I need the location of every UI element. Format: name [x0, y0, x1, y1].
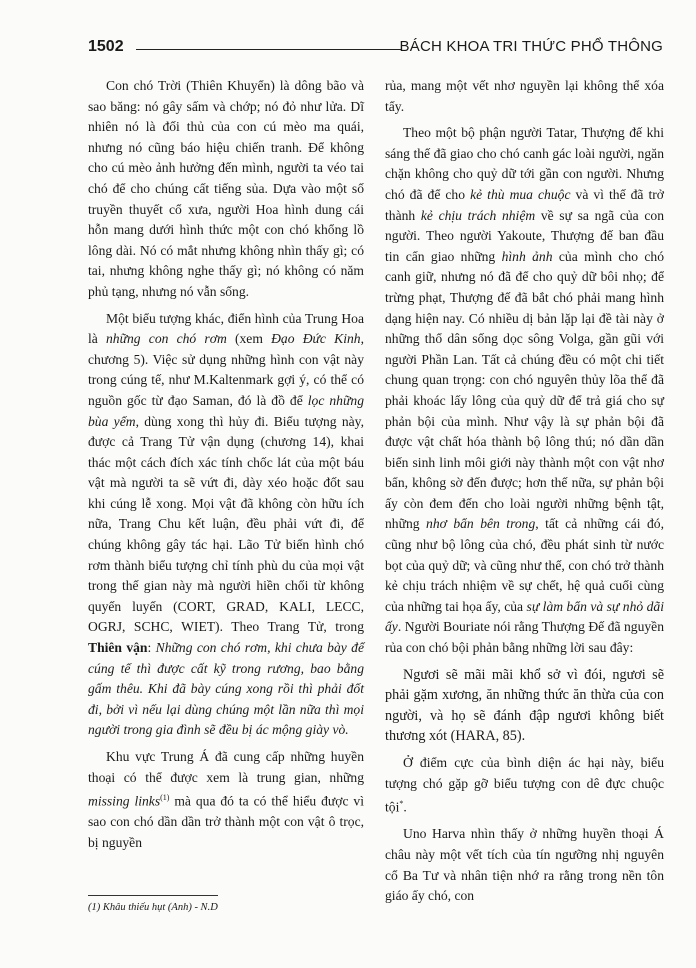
paragraph: Uno Harva nhìn thấy ở những huyền thoại Á châu này một vết tích của tín ngưỡng nhị nguyên cổ Ba Tư và nhân tiện nhớ ra rằng trong nền tôn giáo ấy chó, con	[385, 826, 664, 904]
paragraph: Khu vực Trung Á đã cung cấp những huyền thoại có thể được xem là trung gian, những missing links$^{(1)}$ mà qua đó ta có thể hiểu được vì sao con chó dần dần trở thành một con vật ô trọc, bị nguyền	[88, 749, 364, 850]
left-column	[88, 76, 364, 860]
paragraph: Một biểu tượng khác, điển hình của Trung Hoa là những con chó rơm (xem Đạo Đức Kinh, chương 5). Việc sử dụng những hình con vật này trong cúng tế, như M.Kaltenmark gợi ý, có thể có nguồn gốc từ đạo Saman, đó là đồ để lọc những bùa yểm, dùng xong thì hủy đi. Biểu tượng này, được cả Trang Tử vận dụng (chương 14), khai thác một cách đích xác tính chốc lát của một báu vật mà người ta sẽ vứt đi, dày xéo hoặc đốt sau khi cúng lễ xong. Mọi vật đã không còn hữu ích nữa, Trang Chu kết luận, đều phải vứt đi, để chúng không gây tác hại. Lão Tử biến hình chó rơm thành biểu tượng chỉ tính phù du của mọi vật trong thế gian này mà người hiền chối từ không quyến luyến (CORT, GRAD, KALI, LECC, OGRJ, SCHC, WIET). Theo Trang Tử, trong Thiên vận: Những con chó rơm, khi chưa bày để cúng tế thì được cất kỹ trong rương, bao bằng gấm thêu. Khi đã bày cúng xong rồi thì phải đốt đi, bởi vì nếu lại dùng chúng một lần nữa thì mọi người trong gia đình sẽ đều bị ác mộng giày vò.	[88, 310, 364, 738]
running-title: BÁCH KHOA TRI THỨC PHỔ THÔNG	[399, 38, 663, 55]
paragraph: Theo một bộ phận người Tatar, Thượng đế khi sáng thế đã giao cho chó canh gác loài người, ngăn chặn không cho quỷ dữ tới gần con người. Nhưng chó đã để cho kẻ thù mua chuộc và vì thế đã trở thành kẻ chịu trách nhiệm về sự sa ngã của con người. Theo người Yakoute, Thượng đế ban đầu tin cẩn giao những hình ảnh của mình cho chó canh giữ, nhưng nó đã để cho quỷ dữ bôi nhọ; để trừng phạt, Thượng đế đã bắt chó phải mang hình dạng hiện nay. Có nhiều dị bản lặp lại đề tài này ở những thổ dân sống dọc sông Volga, gần gũi với người Phần Lan. Tất cả chúng đều có một chi tiết chung quan trọng: con chó nguyên thủy lõa thể đã phải khoác lấy lông của quỷ dữ để trả giá cho sự phản bội của mình. Như vậy là sự phản bội đã được vật chất hóa thành bộ lông thú; nó dần dần biến sinh linh môi giới này thành một con vật nhơ bẩn, không sờ đến được; hơn thế nữa, sự phản bội ấy còn đem đến cho loài người những bệnh tật, những nhơ bẩn bên trong, tất cả những cái đó, cũng như bộ lông của chó, đều phát sinh từ nước bọt của quỷ dữ; và cũng như thế, con chó trở thành kẻ chịu trách nhiệm về sự chết, hệ quả cuối cùng của những tai họa ấy, của sự làm bẩn và sự nhỏ dãi ấy. Người Bouriate nói rằng Thượng Đế đã nguyền rủa con chó bội phản bằng những lời sau đây:	[385, 125, 665, 656]
footnote-rule	[88, 895, 218, 896]
footnote: (1) Khâu thiếu hụt (Anh) - N.D	[88, 902, 218, 913]
right-column	[385, 76, 664, 913]
header-rule	[136, 49, 401, 50]
paragraph: Ở điểm cực của bình diện ác hại này, biểu tượng chó gặp gỡ biểu tượng con dê đực chuộc tội*.	[385, 755, 664, 815]
page-header	[88, 38, 663, 60]
page-number: 1502	[88, 38, 124, 55]
paragraph: Con chó Trời (Thiên Khuyển) là dông bão và sao băng: nó gây sấm và chớp; nó đỏ như lửa. Dĩ nhiên nó là đối thủ của con cú mèo ma quái, nhưng nó cũng báo hiệu chiến tranh. Để không cho cú mèo ảnh hưởng đến mình, người ta véo tai chó để cho chúng cất tiếng sủa. Dựa vào một số truyền thuyết cổ xưa, người Hoa hình dung cái hỗn mang dưới hình thức một con chó khổng lồ lông dài. Nó có mắt nhưng không nhìn thấy gì; có tai, nhưng không nghe thấy gì; nó không có năm phủ tạng, nhưng nó vẫn sống.	[88, 78, 364, 299]
paragraph: rủa, mang một vết nhơ nguyền lại không thể xóa tẩy.	[385, 78, 664, 114]
block-quote: Ngươi sẽ mãi mãi khổ sở vì đói, ngươi sẽ phải gặm xương, ăn những thức ăn thừa của con người, và họ sẽ đánh đập ngươi không biết thương xót (HARA, 85).	[385, 666, 664, 745]
footnote-ref: (1)	[160, 793, 170, 803]
